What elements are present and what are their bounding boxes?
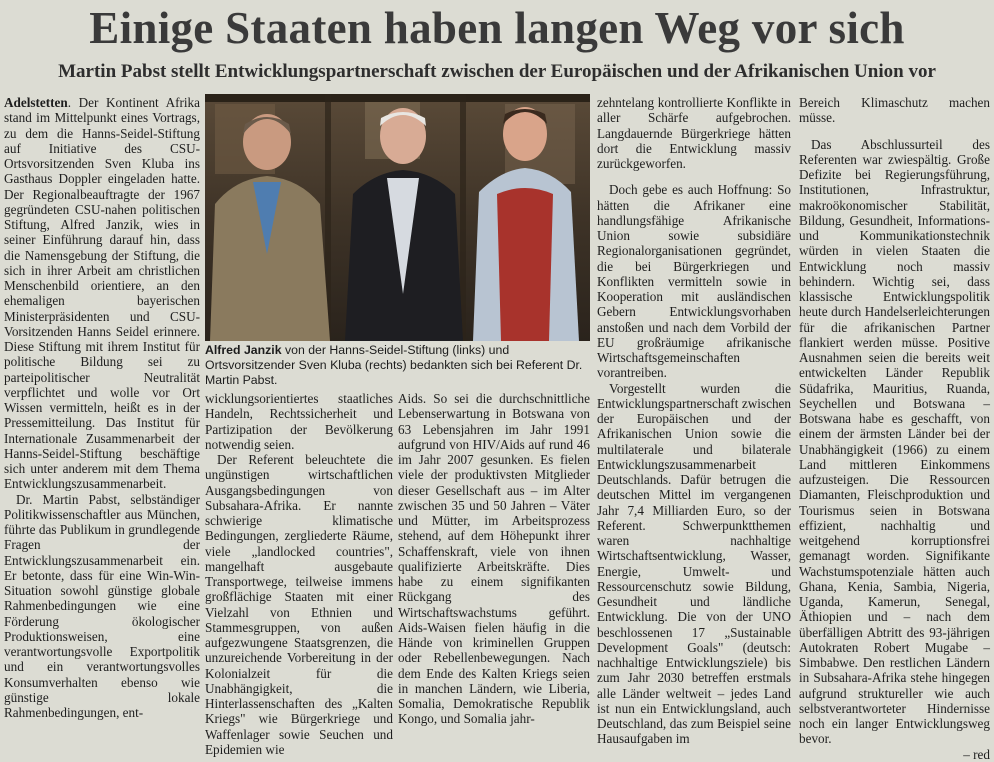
paragraph: Das Abschlussurteil des Referenten war zwiespältig. Große Defizite bei Regierungsführung, Institutionen, Infrastruktur, makroökonomischer Stabilität, Bildung, Gesundheit, Informations- und Kommunikationstechnik würden in vielen Staaten die Entwicklung noch massiv behindern. Wichtig sei, dass klassische Entwicklungspolitik heute durch Handelserleichterungen für die afrikanischen Partner flankiert werden müsse. Positive Ausnahmen seien die bereits weit entwickelten Länder Republik Südafrika, Mauritius, Ruanda, Seychellen und Botswana – Botswana habe es geschafft, von einem der ärmsten Länder bei der Unabhängigkeit (1966) zu einem Land mittleren Einkommens aufzusteigen. Die Ressourcen Diamanten, Fleischproduktion und Tourismus seien in Botswana effizient, nachhaltig und weitgehend korruptionsfrei gemanagt worden. Signifikante Wachstumspotenziale hätten auch Ghana, Kenia, Sambia, Nigeria, Uganda, Kamerun, Senegal, Äthiopien und – nach dem überfälligen Abtritt des 93-jährigen Autokraten Robert Mugabe – Simbabwe. Den restlichen Ländern in Subsahara-Afrika stehe hingegen aufgrund struktureller wie auch selbstverantworteter Hindernisse noch ein langer Entwicklungsweg bevor. (799, 136, 990, 747)
dateline: Adelstetten (4, 95, 68, 110)
article-column-5 (799, 95, 990, 762)
paragraph: Bereich Klimaschutz machen müsse. (799, 95, 990, 126)
paragraph: Doch gebe es auch Hoffnung: So hätten die Afrikaner eine handlungsfähige Afrikanische Union sowie subsidiäre Regionalorganisationen gegründet, die bei Bürgerkriegen und Konflikten vermitteln sowie in Kooperation mit ausländischen Gebern Entwicklungsvorhaben anstoßen und nach dem Vorbild der EU großräumige afrikanische Wirtschaftsgemeinschaften vorantreiben. (597, 182, 791, 381)
caption-name: Alfred Janzik (205, 343, 282, 357)
article-column-2 (205, 391, 393, 757)
paragraph: Dr. Martin Pabst, selbständiger Politikwissenschaftler aus München, führte das Publikum in grundlegende Fragen der Entwicklungszusammenarbeit ein. Er betonte, dass für eine Win-Win-Situation sowohl günstige globale Rahmenbedingungen wie eine Förderung ökologischer Produktionsweisen, eine verantwortungsvolle Exportpolitik und ein verantwortungsvolles Konsumverhalten ebenso wie günstige lokale Rahmenbedingungen, ent- (4, 491, 200, 720)
article-photo (205, 94, 590, 341)
caption-text: von der Hanns-Seidel-Stiftung (links) und Ortsvorsitzender Sven Kluba (rechts) bedankten sich bei Referent Dr. Martin Pabst. (205, 343, 583, 387)
paragraph: wicklungsorientiertes staatliches Handeln, Rechtssicherheit und Partizipation der Bevölkerung notwendig seien. (205, 391, 393, 452)
paragraph: Vorgestellt wurden die Entwicklungspartnerschaft zwischen der Europäischen und der Afrikanischen Union sowie die multilaterale und bilaterale Entwicklungszusammenarbeit Deutschlands. Dafür betrugen die deutschen Mittel im vergangenen Jahr 7,4 Milliarden Euro, so der Referent. Schwerpunktthemen waren nachhaltige Wirtschaftsentwicklung, Wasser, Energie, Umwelt- und Ressourcenschutz sowie Bildung, Gesundheit und ländliche Entwicklung. Die von der UNO beschlossenen 17 „Sustainable Development Goals" (deutsch: nachhaltige Entwicklungsziele) bis zum Jahr 2030 betreffen erstmals alle Länder weltweit – jedes Land ist nun ein Entwicklungsland, auch Deutschland, das zum Beispiel seine Hausaufgaben im (597, 380, 791, 747)
headline: Einige Staaten haben langen Weg vor sich (89, 3, 905, 53)
paragraph: zehntelang kontrollierte Konflikte in aller Schärfe aufgebrochen. Langdauernde Bürgerkriege hätten dort die Entwicklung massiv zurückgeworfen. (597, 95, 791, 171)
paragraph-text: . Der Kontinent Afrika stand im Mittelpunkt eines Vortrags, zu dem die Hanns-Seidel-Stiftung auf Initiative des CSU-Ortsvorsitzenden Sven Kluba ins Gasthaus Doppler eingeladen hatte. Der Regionalbeauftragte der 1967 gegründeten CSU-nahen politischen Stiftung, Alfred Janzik, wies in seiner Einführung darauf hin, dass die Namensgebung der Stiftung, die sich in ihrer Arbeit am christlichen Menschenbild orientiere, an den ehemaligen bayerischen Ministerpräsidenten und CSU-Vorsitzenden Hanns Seidel erinnere. Diese Stiftung mit ihrem Institut für politische Bildung sei zu parteipolitischer Neutralität verpflichtet und wolle vor Ort Wissen vermitteln, heißt es in der Pressemitteilung. Das Institut für Internationale Zusammenarbeit der Hanns-Seidel-Stiftung beschäftige sich unter anderem mit dem Thema Entwicklungszusammenarbeit. (4, 95, 200, 492)
subheadline: Martin Pabst stellt Entwicklungspartnerschaft zwischen der Europäischen und der Afrikanischen Union vor (58, 61, 936, 82)
article-column-4 (597, 95, 791, 747)
paragraph: Der Referent beleuchtete die ungünstigen wirtschaftlichen Ausgangsbedingungen von Subsahara-Afrika. Er nannte schwierige klimatische Bedingungen, zergliederte Räume, viele „landlocked countries", mangelhaft ausgebaute Transportwege, teilweise immens großflächige Staaten mit einer Vielzahl von Ethnien und Stammesgruppen, von außen aufgezwungene Staatsgrenzen, die unzureichende Vorbereitung in der Kolonialzeit für die Unabhängigkeit, die Hinterlassenschaften des „Kalten Kriegs" wie Bürgerkriege und Waffenlager sowie Seuchen und Epidemien wie (205, 452, 393, 757)
paragraph (4, 95, 200, 492)
paragraph: Aids. So sei die durchschnittliche Lebenserwartung in Botswana von 63 Lebensjahren im Jahr 1991 aufgrund von HIV/Aids auf rund 46 im Jahr 2007 gesunken. Es fielen viele der produktivsten Mitglieder dieser Gesellschaft aus – im Alter zwischen 35 und 50 Jahren – Väter und Mütter, im Arbeitsprozess stehend, auf dem Höhepunkt ihrer Schaffenskraft, viele von ihnen qualifizierte Arbeitskräfte. Dies habe zu einem signifikanten Rückgang des Wirtschaftswachstums geführt. Aids-Waisen fielen häufig in die Hände von kriminellen Gruppen oder Rebellenbewegungen. Nach dem Ende des Kalten Kriegs seien in manchen Ländern, wie Liberia, Somalia, Demokratische Republik Kongo, und Somalia jahr- (398, 391, 590, 727)
photo-caption (205, 343, 590, 388)
article-column-3 (398, 391, 590, 725)
photo-illustration (205, 94, 590, 341)
article-column-1 (4, 95, 200, 725)
author-signature: – red (963, 746, 990, 762)
